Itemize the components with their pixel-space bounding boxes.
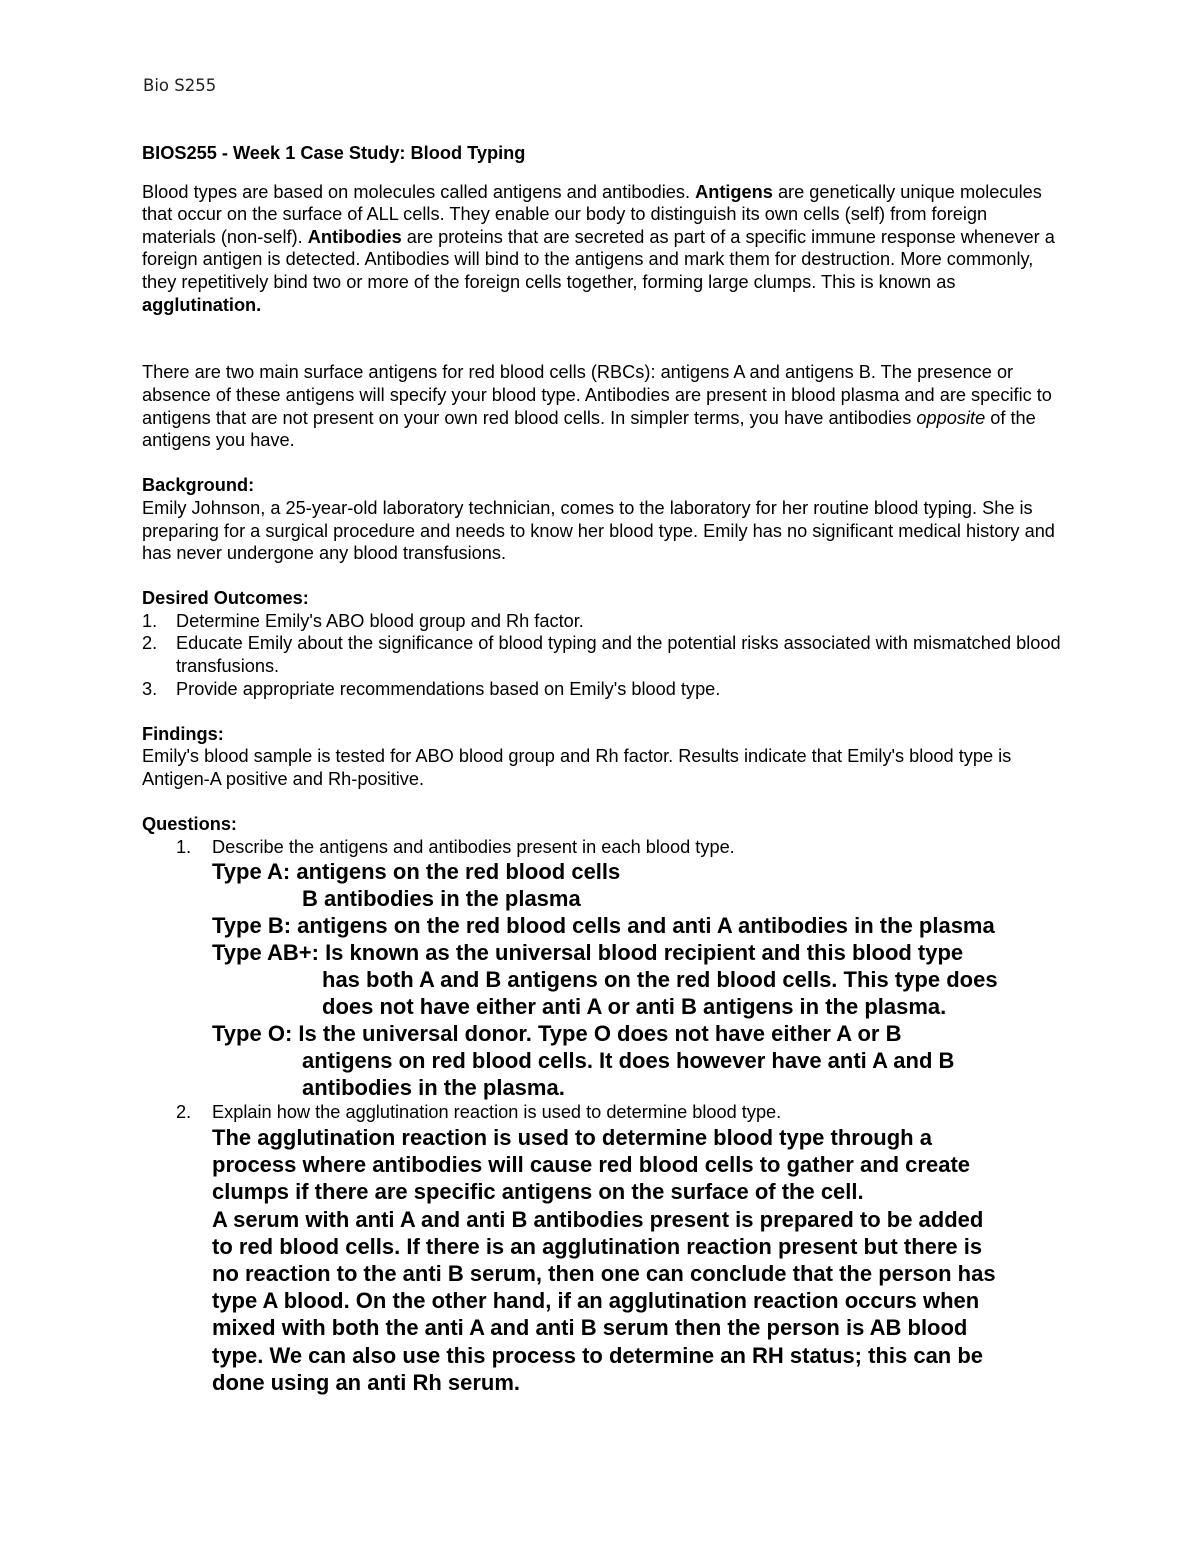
questions-heading [142, 813, 1062, 836]
outcomes-heading [142, 587, 1062, 610]
term-agglutination: agglutination. [142, 294, 262, 315]
outcomes-list [142, 610, 1062, 700]
list-item-text: Provide appropriate recommendations based on Emily's blood type. [176, 678, 721, 699]
para2-text-1: There are two main surface antigens for red blood cells (RBCs): antigens A and antigens B. The presence or absence of these antigens will specify your blood type. Antibodies are present in blood plasma and are specific to antigens that are not present on your own red blood cells. In simpler terms, you have antibodies [142, 362, 1052, 428]
list-number: 1. [142, 610, 158, 631]
list-item [142, 678, 1062, 701]
running-header: Bio S255 [143, 76, 217, 95]
term-antibodies: Antibodies [307, 226, 402, 247]
answer-line: The agglutination reaction is used to determine blood type through a [212, 1125, 932, 1150]
answer-line: done using an anti Rh serum. [212, 1369, 521, 1395]
para2-text-2: of the antigens you have. [142, 407, 1036, 451]
list-item-text: Determine Emily's ABO blood group and Rh factor. [176, 610, 584, 631]
intro-paragraph [142, 181, 1062, 317]
findings-text: Emily's blood sample is tested for ABO blood group and Rh factor. Results indicate that Emily's blood type is Antigen-A positive and Rh-positive. [142, 746, 1012, 790]
question-text: Explain how the agglutination reaction is used to determine blood type. [212, 1102, 782, 1123]
findings-heading: Findings: [142, 723, 224, 744]
question-number: 1. [176, 836, 192, 857]
answer-line: B antibodies in the plasma [302, 886, 581, 912]
outcomes-heading-text: Desired Outcomes: [142, 588, 309, 609]
findings-section [142, 723, 1062, 791]
term-antigens: Antigens [695, 181, 773, 202]
answer-line: type A blood. On the other hand, if an agglutination reaction occurs when [212, 1288, 980, 1314]
list-item [142, 610, 1062, 633]
answer-line: does not have either anti A or anti B antigens in the plasma. [322, 994, 947, 1020]
term-opposite: opposite [916, 407, 986, 428]
background-section [142, 474, 1062, 564]
antigen-paragraph [142, 361, 1062, 451]
answer-1 [212, 858, 1062, 1101]
answer-line: mixed with both the anti A and anti B serum then the person is AB blood [212, 1315, 968, 1341]
questions-list [142, 836, 1062, 1396]
list-item [142, 632, 1062, 677]
list-item-text: Educate Emily about the significance of blood typing and the potential risks associated with mismatched blood transfusions. [176, 633, 1061, 677]
answer-line: to red blood cells. If there is an agglutination reaction present but there is [212, 1233, 983, 1259]
document-body [142, 142, 1062, 1396]
answer-line: type. We can also use this process to determine an RH status; this can be [212, 1342, 984, 1368]
answer-line: has both A and B antigens on the red blood cells. This type does [322, 967, 998, 993]
question-text: Describe the antigens and antibodies present in each blood type. [212, 836, 735, 857]
questions-heading-text: Questions: [142, 814, 237, 835]
intro-text-3: are proteins that are secreted as part of a specific immune response whenever a foreign antigen is detected. Antibodies will bind to the antigens and mark them for destruction. More commonly, they repetitively bind two or more of the foreign cells together, forming large clumps. This is known as [142, 226, 1055, 292]
answer-line: Type A: antigens on the red blood cells [212, 859, 621, 885]
question-number: 2. [176, 1102, 192, 1123]
intro-text-1: Blood types are based on molecules called antigens and antibodies. [142, 181, 696, 202]
answer-line: process where antibodies will cause red blood cells to gather and create [212, 1152, 971, 1178]
background-heading: Background: [142, 475, 255, 496]
answer-line: Type AB+: Is known as the universal blood recipient and this blood type [212, 940, 964, 966]
answer-line: clumps if there are specific antigens on the surface of the cell. [212, 1179, 864, 1205]
answer-line: Type O: Is the universal donor. Type O does not have either A or B [212, 1021, 902, 1047]
question-item-2 [142, 1101, 1062, 1396]
answer-line: A serum with anti A and anti B antibodies present is prepared to be added [212, 1206, 984, 1232]
list-number: 2. [142, 633, 158, 654]
intro-text-2: are genetically unique molecules that occur on the surface of ALL cells. They enable our body to distinguish its own cells (self) from foreign materials (non-self). [142, 181, 1042, 247]
answer-line: no reaction to the anti B serum, then one can conclude that the person has [212, 1261, 996, 1287]
answer-2 [212, 1124, 1062, 1396]
background-text: Emily Johnson, a 25-year-old laboratory technician, comes to the laboratory for her routine blood typing. She is preparing for a surgical procedure and needs to know her blood type. Emily has no significant medical history and has never undergone any blood transfusions. [142, 497, 1055, 564]
answer-line: antibodies in the plasma. [302, 1075, 565, 1101]
answer-line: Type B: antigens on the red blood cells and anti A antibodies in the plasma [212, 913, 995, 939]
answer-line: antigens on red blood cells. It does however have anti A and B [302, 1048, 955, 1074]
list-number: 3. [142, 678, 158, 699]
document-title: BIOS255 - Week 1 Case Study: Blood Typing [142, 143, 526, 163]
question-item-1 [142, 836, 1062, 1102]
